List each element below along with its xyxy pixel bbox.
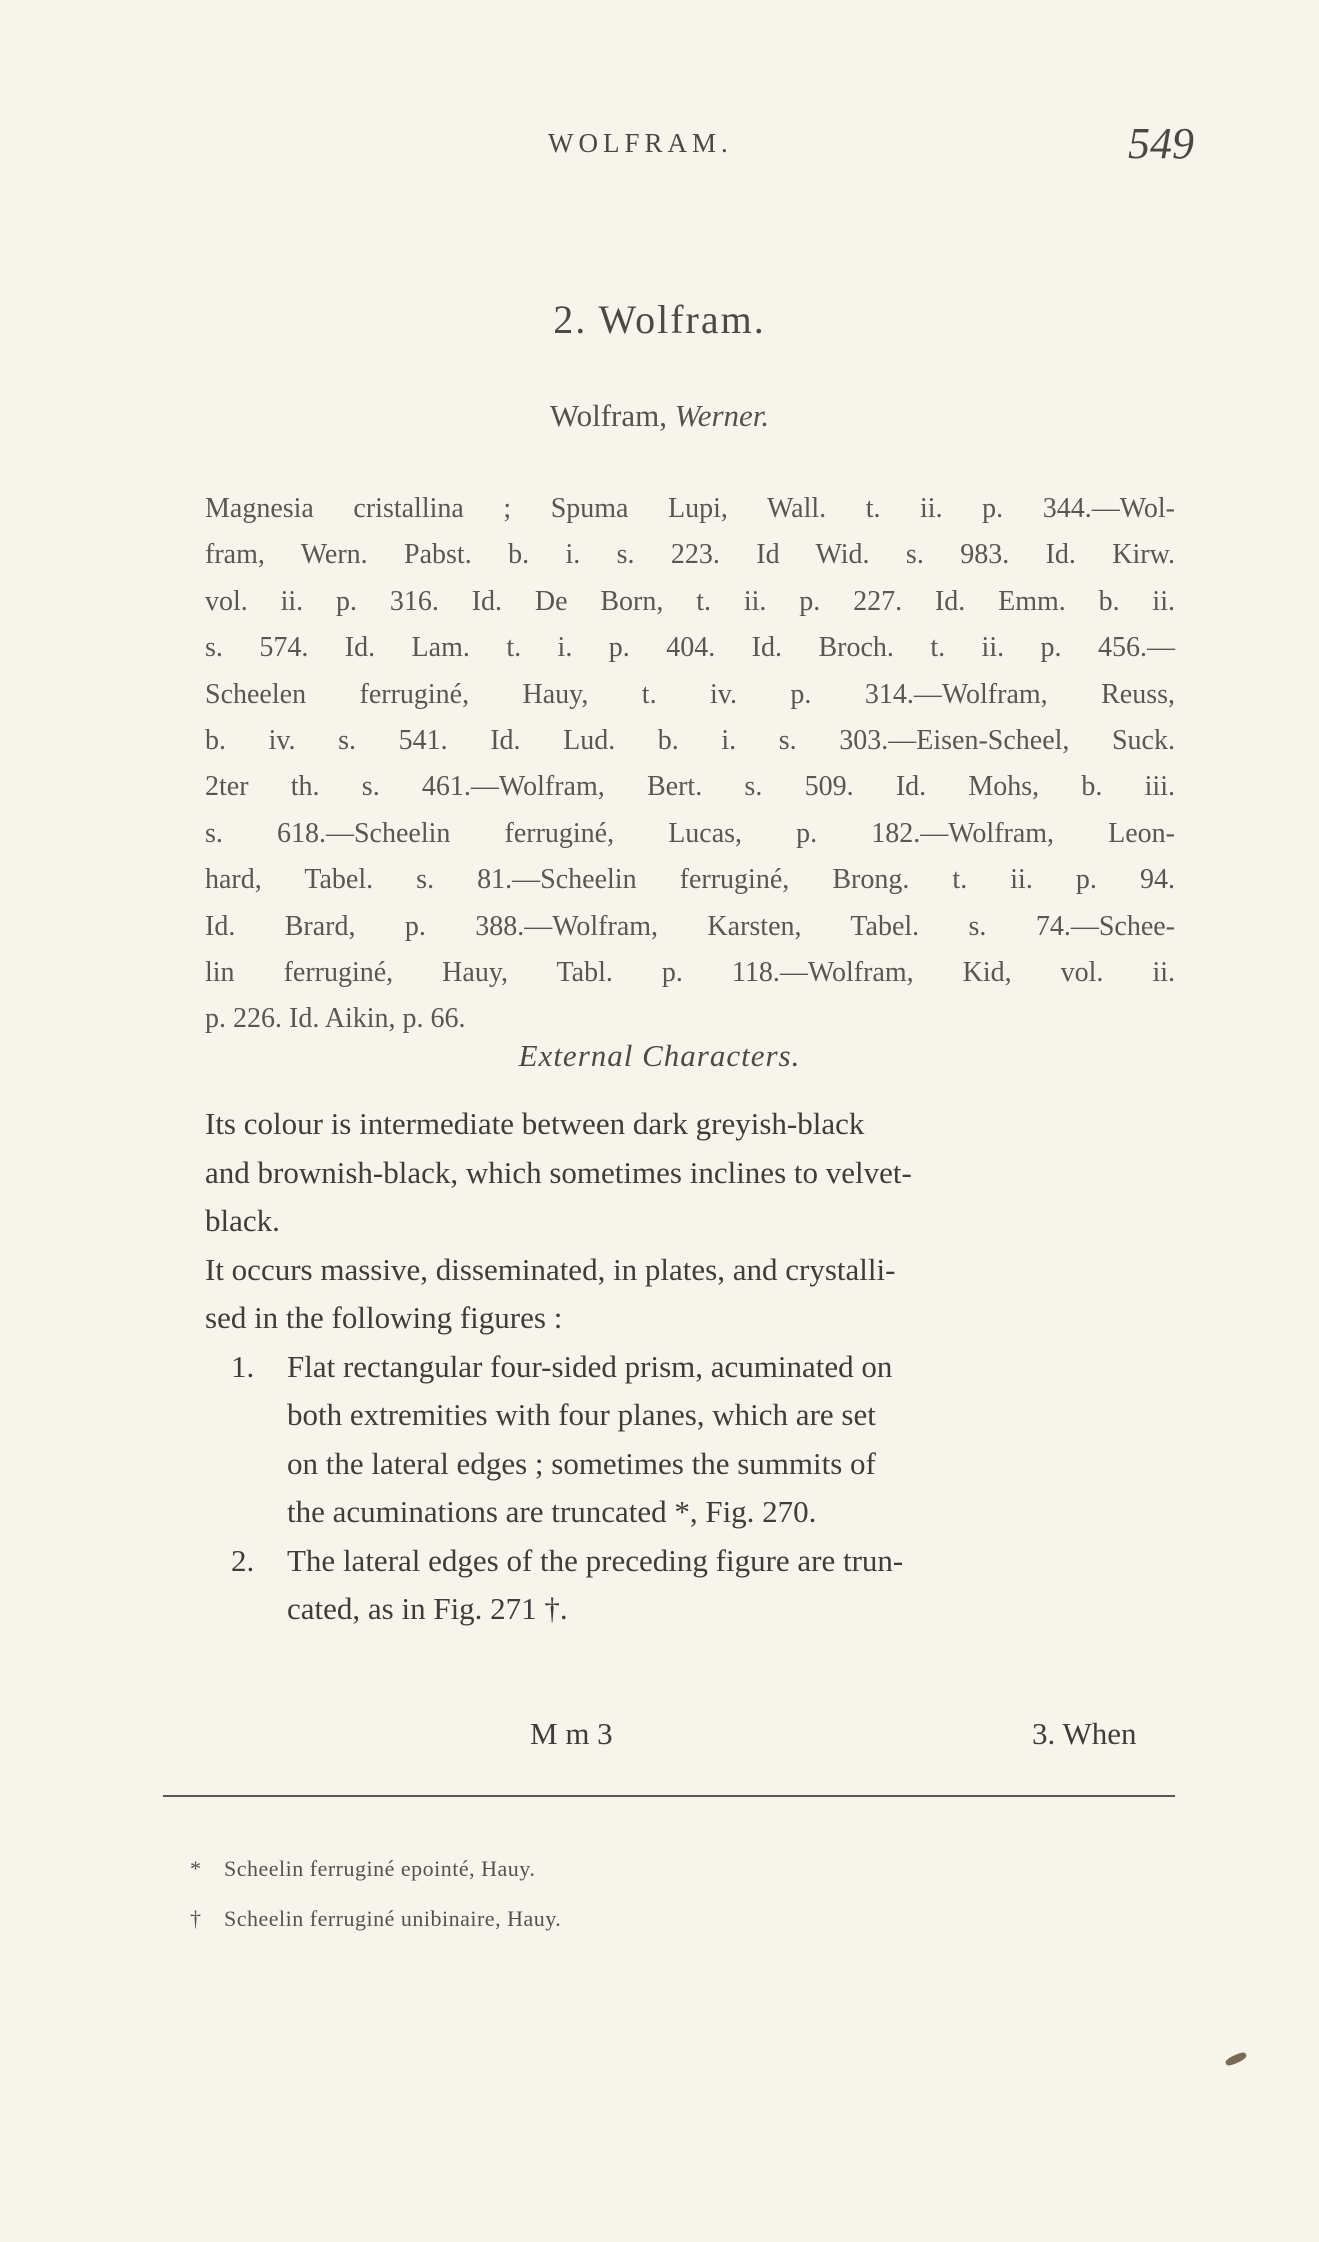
synonymy-line: p. 226. Id. Aikin, p. 66. (205, 1003, 466, 1035)
synonymy-line: s. 618.—Scheelin ferruginé, Lucas, p. 182.—Wolfram, Leon- (205, 817, 1175, 849)
synonymy-line: b. iv. s. 541. Id. Lud. b. i. s. 303.—Eisen-Scheel, Suck. (205, 725, 1175, 757)
synonymy-line: Id. Brard, p. 388.—Wolfram, Karsten, Tabel. s. 74.—Schee- (205, 910, 1175, 942)
list-item-line (205, 1343, 1175, 1392)
paragraph-line: black. (205, 1203, 280, 1238)
authority-name: Wolfram, (549, 398, 667, 433)
list-item-line (205, 1537, 1175, 1586)
synonymy-line: Scheelen ferruginé, Hauy, t. iv. p. 314.—Wolfram, Reuss, (205, 678, 1175, 710)
authority-line (0, 398, 1319, 434)
list-item-text: cated, as in Fig. 271 †. (287, 1591, 568, 1626)
synonymy-paragraph (205, 486, 1175, 1043)
synonymy-line: fram, Wern. Pabst. b. i. s. 223. Id Wid. s. 983. Id. Kirw. (205, 539, 1175, 571)
section-title: 2. Wolfram. (553, 297, 766, 342)
synonymy-line: hard, Tabel. s. 81.—Scheelin ferruginé, Brong. t. ii. p. 94. (205, 864, 1175, 896)
description-text (205, 1100, 1175, 1634)
footnote-text: Scheelin ferruginé unibinaire, Hauy. (224, 1906, 562, 1931)
running-title: WOLFRAM. (548, 128, 733, 158)
synonymy-line: vol. ii. p. 316. Id. De Born, t. ii. p. 227. Id. Emm. b. ii. (205, 585, 1175, 617)
list-item-text: Flat rectangular four-sided prism, acuminated on (287, 1348, 893, 1384)
paragraph-line: sed in the following figures : (205, 1300, 563, 1335)
list-item-number: 2. (231, 1542, 255, 1578)
synonymy-line: Magnesia cristallina ; Spuma Lupi, Wall. t. ii. p. 344.—Wol- (205, 493, 1175, 524)
external-characters-heading: External Characters. (518, 1038, 801, 1073)
paragraph-line: Its colour is intermediate between dark greyish-black (205, 1106, 865, 1141)
list-item-line (205, 1391, 1175, 1440)
paragraph-line: and brownish-black, which sometimes inclines to velvet- (205, 1154, 912, 1190)
footnote-mark: * (190, 1856, 202, 1881)
synonymy-line: lin ferruginé, Hauy, Tabl. p. 118.—Wolfram, Kid, vol. ii. (205, 957, 1175, 989)
list-item-line (205, 1585, 1175, 1634)
signature-mark: M m 3 (530, 1716, 613, 1751)
footnote-2 (190, 1906, 561, 1932)
list-item-text: The lateral edges of the preceding figure are trun- (287, 1542, 904, 1578)
list-item-text: the acuminations are truncated *, Fig. 270. (287, 1494, 817, 1529)
list-item-text: on the lateral edges ; sometimes the summits of (287, 1445, 876, 1481)
footnote-1 (190, 1856, 535, 1882)
synonymy-line: s. 574. Id. Lam. t. i. p. 404. Id. Broch. t. ii. p. 456.— (205, 632, 1175, 664)
synonymy-line: 2ter th. s. 461.—Wolfram, Bert. s. 509. Id. Mohs, b. iii. (205, 771, 1175, 803)
ink-blot (1224, 2051, 1247, 2068)
footnote-rule (163, 1795, 1175, 1797)
list-item-line (205, 1440, 1175, 1489)
running-head (0, 118, 1319, 168)
list-item-text: both extremities with four planes, which are set (287, 1397, 876, 1432)
page-number: 549 (1128, 119, 1194, 168)
list-item-number: 1. (231, 1348, 255, 1384)
catchword: 3. When (1032, 1716, 1137, 1751)
paragraph-line: It occurs massive, disseminated, in plates, and crystalli- (205, 1251, 896, 1287)
authority-author: Werner. (674, 398, 770, 433)
list-item-line (205, 1488, 1175, 1537)
footnote-text: Scheelin ferruginé epointé, Hauy. (224, 1856, 536, 1881)
footnote-mark: † (190, 1906, 202, 1931)
